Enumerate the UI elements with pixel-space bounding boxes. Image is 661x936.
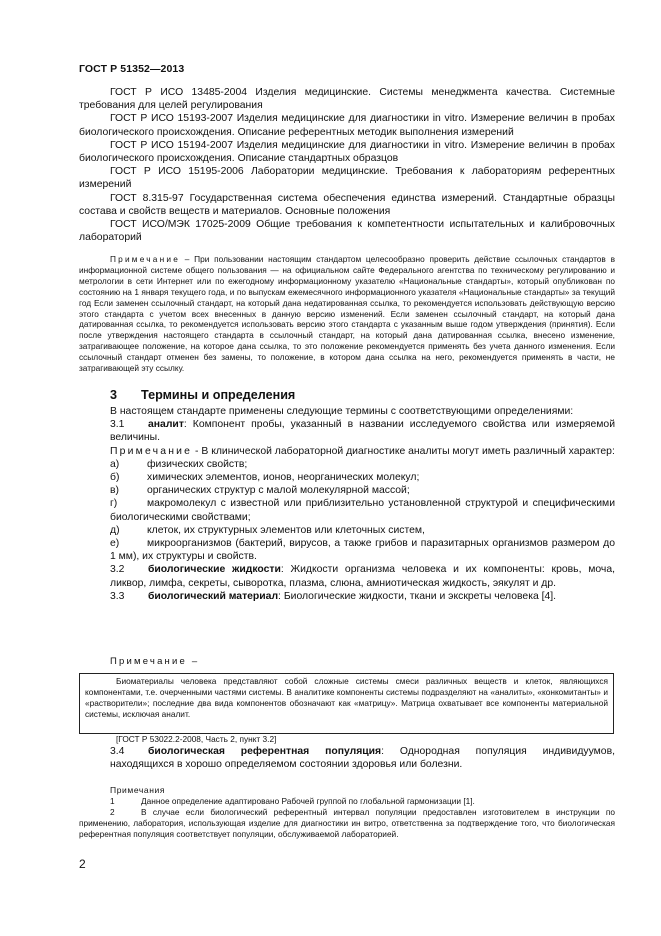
reference-item: ГОСТ Р ИСО 15195-2006 Лаборатории медицинские. Требования к лабораториям референтных измерений [79, 166, 615, 191]
definition-3-4: 3.4 биологическая референтная популяция: Однородная популяция индивидуумов, находящихся в хорошо определяемом состоянии здоровья или болезни. [110, 746, 615, 771]
section-title: 3 Термины и определения [110, 388, 296, 402]
definition-note: Примечание - В клинической лабораторной диагностике аналиты могут иметь различный характер: [110, 445, 615, 457]
reference-item: ГОСТ ИСО/МЭК 17025-2009 Общие требования к компетентности испытательных и калибровочных лабораторий [79, 219, 615, 244]
note-label: Примечание – [110, 656, 200, 667]
definition-3-2: 3.2 биологические жидкости: Жидкости организма человека и их компоненты: кровь, моча, ликвор, лимфа, секреты, сыворотка, плазма, слюна, амниотическая жидкость, эякулят и др. [110, 564, 615, 589]
normative-references-list [79, 86, 615, 244]
note-item: 1 Данное определение адаптировано Рабочей группой по глобальной гармонизации [1]. [110, 795, 475, 806]
reference-item: ГОСТ Р ИСО 13485-2004 Изделия медицинские. Системы менеджмента качества. Системные требования для целей регулирования [79, 87, 615, 112]
page-number: 2 [79, 857, 86, 871]
reference-item: ГОСТ Р ИСО 15193-2007 Изделия медицинские для диагностики in vitro. Измерение величин в пробах биологического происхождения. Описание референтных методик выполнения измерений [79, 113, 615, 138]
list-item: а) физических свойств; [110, 458, 248, 470]
note-item: 2 В случае если биологический референтный интервал популяции предоставлен изготовителем в инструкции по применению, лаборатория, использующая изделие для диагностики ин витро, ответственна за подтверждение того, что биологическая референтная популяция соответствует популяции, обслуживаемой лабораторией. [79, 806, 615, 839]
framed-note-reference: [ГОСТ Р 53022.2-2008, Часть 2, пункт 3.2] [116, 734, 277, 744]
notes-title: Примечания [110, 785, 166, 795]
list-item: д) клеток, их структурных элементов или клеточных систем, [110, 524, 425, 536]
references-note [79, 254, 615, 374]
reference-item: ГОСТ Р ИСО 15194-2007 Изделия медицинские для диагностики in vitro. Измерение величин в пробах биологического происхождения. Описание стандартных образцов [79, 139, 615, 165]
note-label: Примечание [110, 254, 181, 264]
definition-3-1: 3.1 аналит: Компонент пробы, указанный в названии исследуемого свойства или измеряемой величины. [110, 419, 615, 444]
term: биологический материал [148, 590, 279, 602]
definition-notes [79, 785, 615, 840]
list-item: в) органических структур с малой молекулярной массой; [110, 485, 410, 497]
term: аналит [148, 419, 184, 431]
framed-note-text: Биоматериалы человека представляют собой сложные системы смеси различных веществ и клеток, являющихся компонентами, т.е. очерченными частями системы. В аналитике компоненты системы подразделяют на «аналиты», «конкомитанты» и «растворители»; последние два вида компонентов обозначают как «матрицу». Матрица охватывает все компоненты материальной системы, исключая аналит. [85, 676, 608, 719]
list-item: б) химических элементов, ионов, неорганических молекул; [110, 472, 420, 484]
reference-item: ГОСТ 8.315-97 Государственная система обеспечения единства измерений. Стандартные образцы состава и свойств веществ и материалов. Основные положения [79, 192, 615, 217]
note-text: – При пользовании настоящим стандартом целесообразно проверить действие ссылочных стандартов в информационной системе общего пользования — на официальном сайте Федерального агентства по техническому регулированию и метрологии в сети Интернет или по ежегодному информационному указателю «Национальные стандарты», который опубликован по состоянию на 1 января текущего года, и по выпускам ежемесячного информационного указателя «Национальные стандарты» за текущий год Если заменен ссылочный стандарт, на который дана недатированная ссылка, то рекомендуется использовать действующую версию этого стандарта с учетом всех внесенных в данную версию изменений. Если заменен ссылочный стандарт, на который дана датированная ссылка, то рекомендуется использовать версию этого стандарта с указанным выше годом утверждения (принятия). Если после утверждения настоящего стандарта в ссылочный стандарт, на который дана датированная ссылка, внесено изменение, затрагивающее положение, на которое дана ссылка, то это положение рекомендуется применять без учета данного изменения. Если ссылочный стандарт отменен без замены, то положение, в котором дана ссылка на него, рекомендуется применять в части, не затрагивающей эту ссылку. [79, 254, 615, 374]
section-intro: В настоящем стандарте применены следующие термины с соответствующими определениями: [110, 406, 574, 417]
term: биологические жидкости [148, 564, 281, 576]
list-item: е) микроорганизмов (бактерий, вирусов, а также грибов и паразитарных организмов размером до 1 мм), их структуры и свойств. [110, 538, 615, 563]
list-item: г) макромолекул с известной или приблизительно установленной структурой и специфическими биологическими свойствами; [110, 498, 615, 523]
term: биологическая референтная популяция [148, 746, 382, 757]
section-terms [79, 388, 615, 603]
definition-3-3: 3.3 биологический материал: Биологические жидкости, ткани и экскреты человека [4]. [110, 590, 557, 602]
framed-note-box [79, 673, 614, 734]
document-header: ГОСТ Р 51352—2013 [79, 63, 185, 75]
